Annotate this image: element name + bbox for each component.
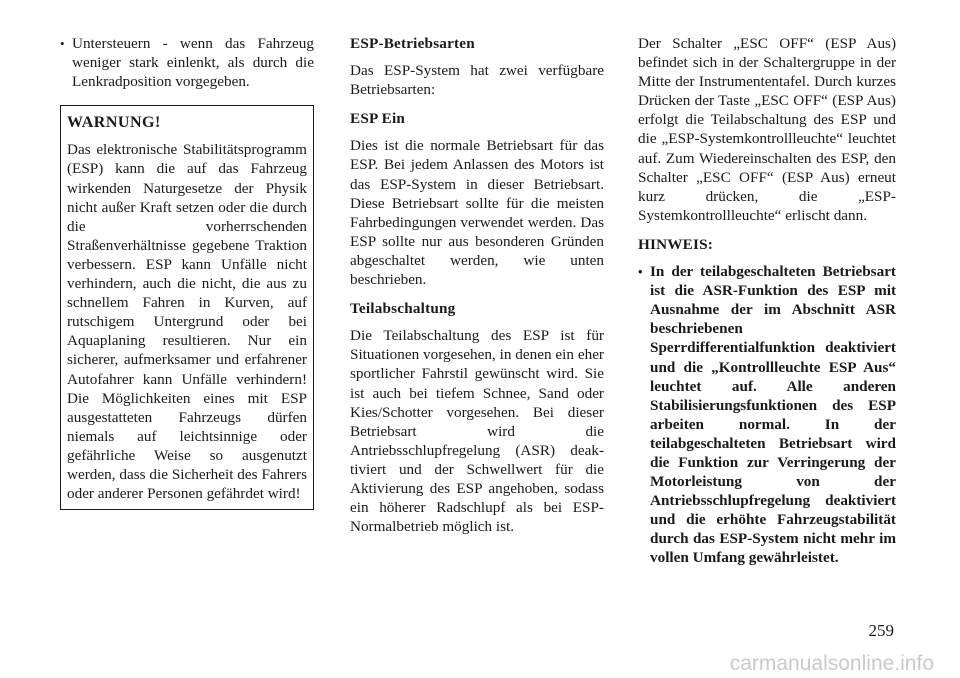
note-list-item xyxy=(638,262,896,568)
note-text: In der teilabgeschalteten Betriebsart ist die ASR-Funktion des ESP mit Ausnahme der im Abschnitt ASR beschriebenen Sperrdifferentialfunktion deaktiviert und die „Kontrollleuchte ESP Aus“ leuchtet auf. Alle anderen Stabilisierungsfunktionen des ESP arbeiten normal. In der teilabgeschalteten Betriebsart wird die Funktion zur Verringerung der Motorleistung von der Antriebsschlupfregelung deaktiviert und die erhöhte Fahrzeugstabilität durch das ESP-System nicht mehr im vollen Umfang gewährleistet. xyxy=(650,263,896,567)
section-heading-partial-off: Teilabschaltung xyxy=(350,300,456,318)
section-heading-esp-modes: ESP-Betriebsarten xyxy=(350,35,475,52)
warning-text: Das elektronische Stabilitätsprogramm (ESP) kann die auf das Fahrzeug wirkenden Naturgesetze der Physik nicht außer Kraft setzen oder die durch die vorherrschenden Straßenverhältnisse gegebene Traktion verbessern. ESP kann Unfälle nicht verhindern, auch die nicht, die aus zu schnellem Fahren in Kurven, auf rutschigem Untergrund oder bei Aquaplaning resultieren. Nur ein sicherer, aufmerksamer und erfahrener Autofahrer kann Unfälle verhindern! Die Möglichkeiten eines mit ESP ausgestatteten Fahrzeugs dürfen niemals auf leichtsinnige oder gefährliche Weise so ausgenutzt werden, dass die Sicherheit des Fahrers oder anderer Personen gefährdet wird! xyxy=(67,141,307,503)
warning-title: WARNUNG! xyxy=(67,114,161,132)
left-column xyxy=(60,34,314,510)
note-heading: HINWEIS: xyxy=(638,235,714,253)
paragraph-esp-on: Dies ist die normale Betriebsart für das ESP. Bei jedem Anlassen des Motors ist das ESP-System in dieser Betriebsart. Diese Betriebsart sollte für die meisten Fahrbedingungen verwendet werden. Das ESP sollte nur aus besonderen Gründen abgeschaltet werden, wie unten beschrieben. xyxy=(350,137,604,289)
section-heading-esp-on: ESP Ein xyxy=(350,110,406,128)
warning-box xyxy=(60,105,314,510)
right-column xyxy=(638,34,896,580)
watermark-text: carmanualsonline.info xyxy=(729,652,934,675)
paragraph-modes-intro: Das ESP-System hat zwei verfügbare Betriebsarten: xyxy=(350,62,604,99)
page-number: 259 xyxy=(868,621,894,640)
paragraph-esc-off-switch: Der Schalter „ESC OFF“ (ESP Aus) befindet sich in der Schaltergruppe in der Mitte der Instrumententafel. Durch kurzes Drücken der Taste „ESC OFF“ (ESP Aus) erfolgt die Teilabschaltung des ESP und die „ESP-Systemkontrollleuchte“ leuchtet auf. Zum Wiedereinschalten des ESP, den Schalter „ESC OFF“ (ESP Aus) erneut kurz drücken, die „ESP-Systemkontrollleuchte“ erlischt dann. xyxy=(638,35,896,224)
bullet-icon: • xyxy=(60,36,65,51)
bullet-icon: • xyxy=(638,264,643,280)
middle-column xyxy=(350,34,604,546)
list-item xyxy=(60,34,314,91)
bullet-text: Untersteuern - wenn das Fahrzeug weniger stark einlenkt, als durch die Lenkradposition vorgegeben. xyxy=(72,35,314,91)
paragraph-partial-off: Die Teilabschaltung des ESP ist für Situationen vorgesehen, in denen ein eher sportlicher Fahrstil gewünscht wird. Sie ist auch bei tiefem Schnee, Sand oder Kies/Schotter vorgesehen. Bei dieser Betriebsart wird die Antriebsschlupfregelung (ASR) deaktiviert und der Schwellwert für die Aktivierung des ESP angehoben, sodass ein höherer Radschlupf als bei ESP-Normalbetrieb möglich ist. xyxy=(350,327,604,536)
